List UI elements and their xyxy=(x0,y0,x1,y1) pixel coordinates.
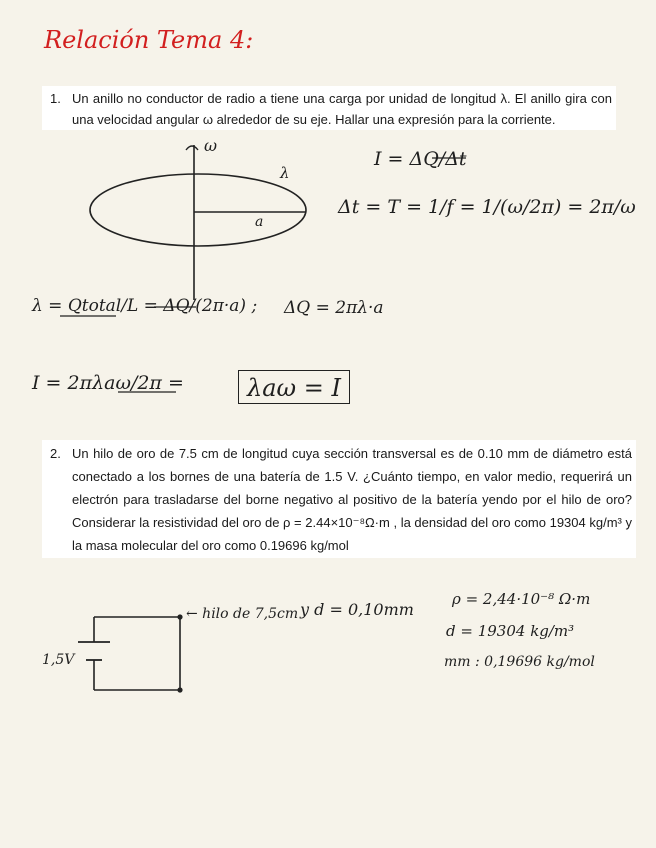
density-note: d = 19304 kg/m³ xyxy=(446,622,575,640)
molar-mass-note: mm : 0,19696 kg/mol xyxy=(444,654,595,670)
problem-2 xyxy=(42,440,636,558)
period-equation: Δt = T = 1/f = 1/(ω/2π) = 2π/ω xyxy=(338,196,636,218)
charge-equation: ΔQ = 2πλ·a xyxy=(284,298,384,318)
ring-ellipse xyxy=(90,174,306,246)
problem-1-text: Un anillo no conductor de radio a tiene una carga por unidad de longitud λ. El anillo gira con una velocidad angular ω alrededor de su eje. Hallar una expresión para la corriente. xyxy=(72,91,612,127)
problem-1-number: 1. xyxy=(50,91,61,106)
problem-2-number: 2. xyxy=(50,446,61,461)
problem-1 xyxy=(42,86,616,130)
page-title: Relación Tema 4: xyxy=(44,26,254,54)
problem-2-text: Un hilo de oro de 7.5 cm de longitud cuya sección transversal es de 0.10 mm de diámetro está conectado a los bornes de una batería de 1.5 V. ¿Cuánto tiempo, en valor medio, requerirá un electrón para trasladarse del borne negativo al positivo de la batería yendo por el hilo de oro? Considerar la resistividad del oro de ρ = 2.44×10⁻⁸Ω·m , la densidad del oro como 19304 kg/m³ y la masa molecular del oro como 0.19696 kg/mol xyxy=(72,446,632,553)
diameter-note: y d = 0,10mm xyxy=(300,600,414,619)
lambda-definition: λ = Qtotal/L = ΔQ/(2π·a) ; xyxy=(32,296,258,316)
lambda-label: λ xyxy=(280,164,290,182)
current-calculation: I = 2πλaω/2π = xyxy=(32,372,184,394)
current-definition: I = ΔQ/Δt xyxy=(374,148,467,170)
battery-voltage-label: 1,5V xyxy=(42,652,75,668)
terminal-top xyxy=(177,614,182,619)
omega-label: ω xyxy=(204,136,218,155)
radius-label: a xyxy=(255,214,264,230)
result-box: λaω = I xyxy=(238,370,350,404)
terminal-bottom xyxy=(177,687,182,692)
wire-label: ← hilo de 7,5cm xyxy=(186,606,299,622)
rotation-arrow xyxy=(186,146,198,150)
resistivity-note: ρ = 2,44·10⁻⁸ Ω·m xyxy=(452,590,591,608)
